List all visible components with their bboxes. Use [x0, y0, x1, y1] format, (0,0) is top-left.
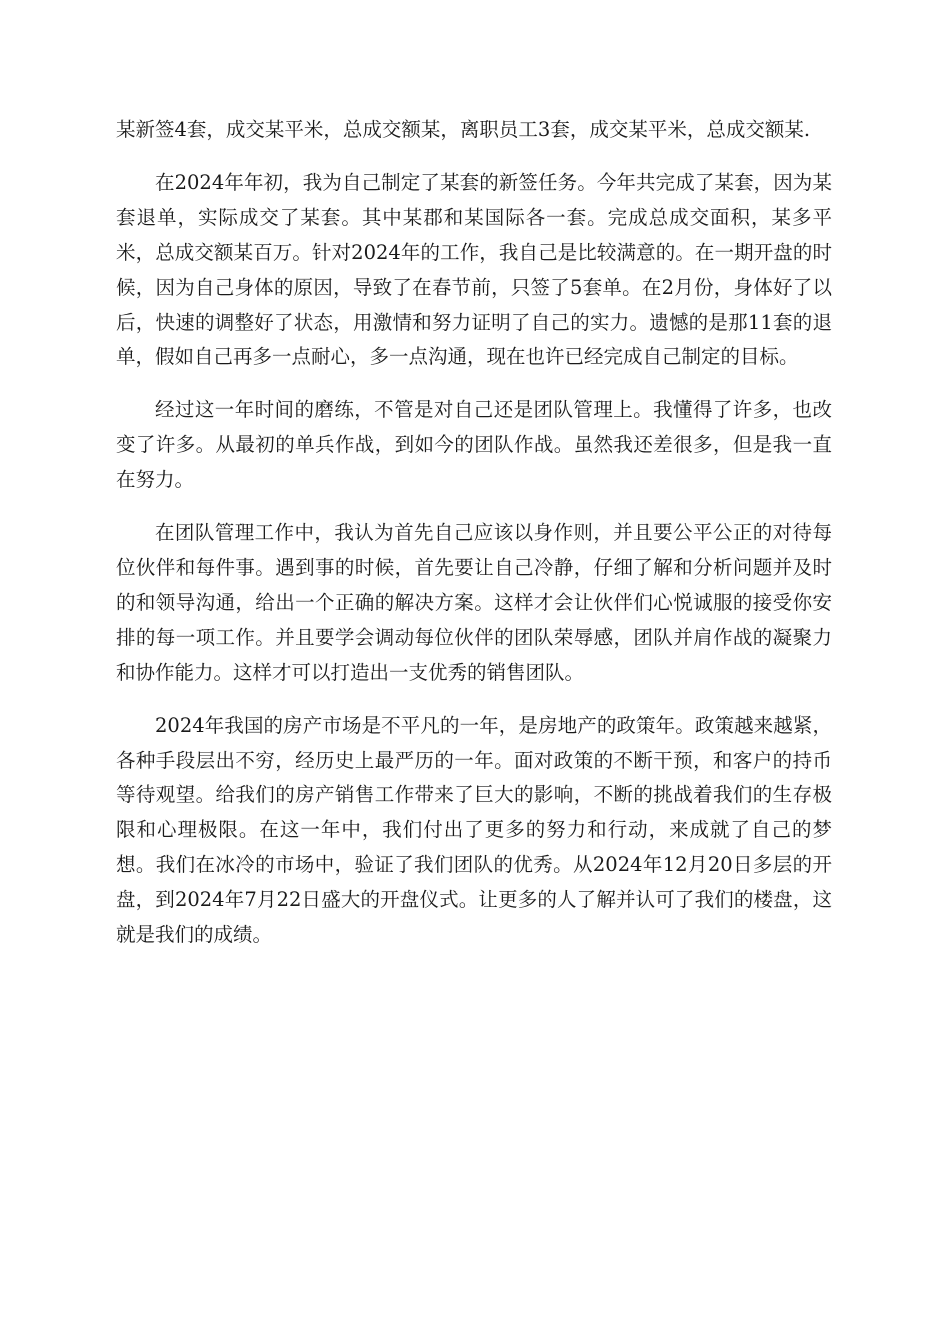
paragraph-1: 某新签4套，成交某平米，总成交额某，离职员工3套，成交某平米，总成交额某.	[116, 118, 811, 141]
paragraph-4: 在团队管理工作中，我认为首先自己应该以身作则，并且要公平公正的对待每位伙伴和每件事。遇到事的时候，首先要让自己冷静，仔细了解和分析问题并及时的和领导沟通，给出一个正确的解决方案。这样才会让伙伴们心悦诚服的接受你安排的每一项工作。并且要学会调动每位伙伴的团队荣辱感，团队并肩作战的凝聚力和协作能力。这样才可以打造出一支优秀的销售团队。	[116, 521, 832, 684]
paragraph-3: 经过这一年时间的磨练，不管是对自己还是团队管理上。我懂得了许多，也改变了许多。从最初的单兵作战，到如今的团队作战。虽然我还差很多，但是我一直在努力。	[116, 398, 832, 492]
paragraph-2: 在2024年年初，我为自己制定了某套的新签任务。今年共完成了某套，因为某套退单，实际成交了某套。其中某郡和某国际各一套。完成总成交面积，某多平米，总成交额某百万。针对2024年的工作，我自己是比较满意的。在一期开盘的时候，因为自己身体的原因，导致了在春节前，只签了5套单。在2月份，身体好了以后，快速的调整好了状态，用激情和努力证明了自己的实力。遗憾的是那11套的退单，假如自己再多一点耐心，多一点沟通，现在也许已经完成自己制定的目标。	[116, 170, 832, 369]
paragraph-5: 2024年我国的房产市场是不平凡的一年，是房地产的政策年。政策越来越紧，各种手段层出不穷，经历史上最严历的一年。面对政策的不断干预，和客户的持币等待观望。给我们的房产销售工作带来了巨大的影响，不断的挑战着我们的生存极限和心理极限。在这一年中，我们付出了更多的努力和行动，来成就了自己的梦想。我们在冰冷的市场中，验证了我们团队的优秀。从2024年12月20日多层的开盘，到2024年7月22日盛大的开盘仪式。让更多的人了解并认可了我们的楼盘，这就是我们的成绩。	[116, 713, 832, 947]
document-body	[116, 113, 832, 971]
